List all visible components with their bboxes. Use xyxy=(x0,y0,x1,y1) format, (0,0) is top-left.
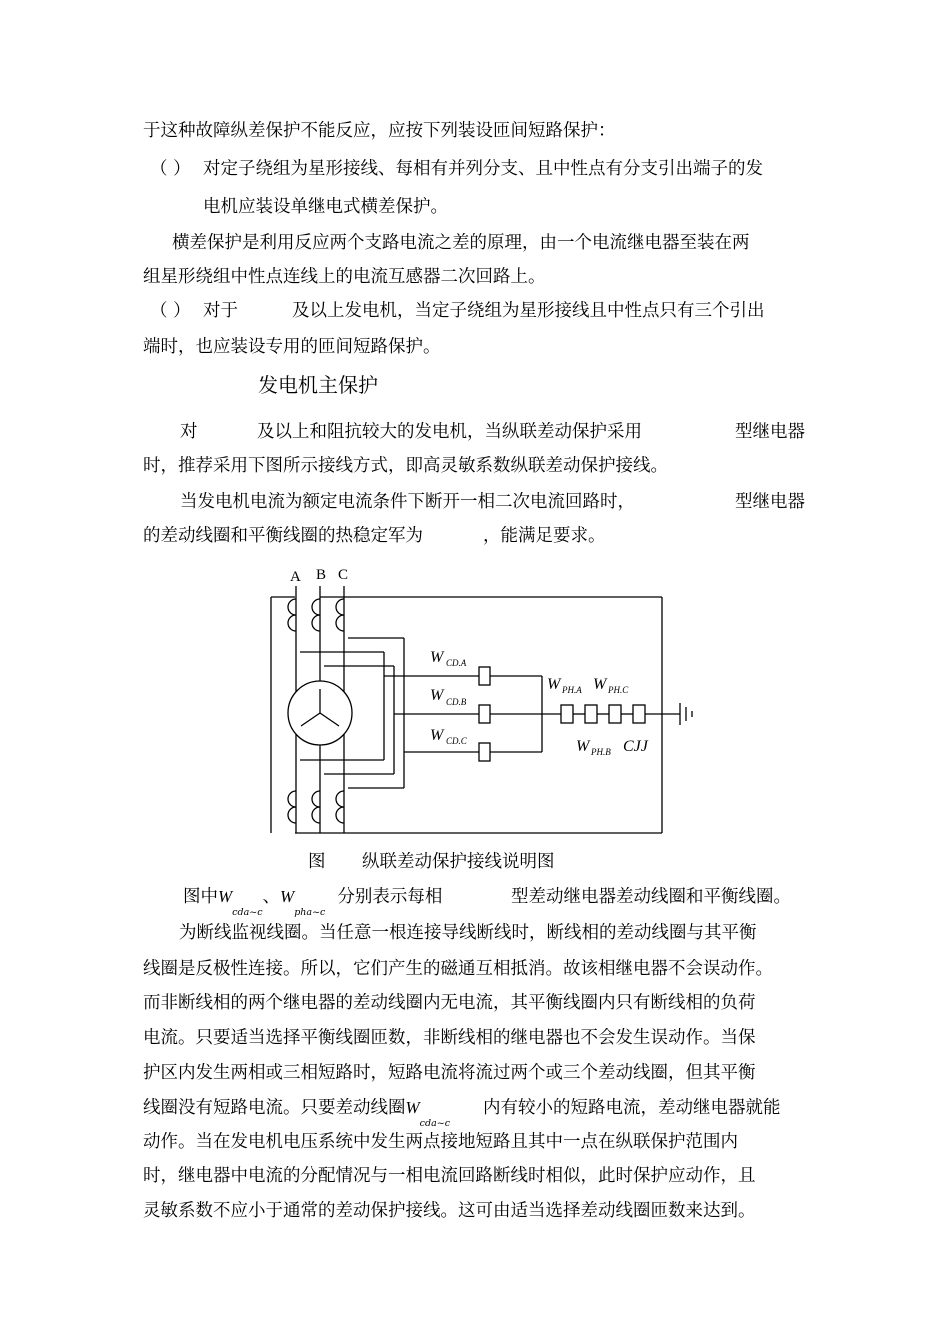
para8-line3: 灵敏系数不应小于通常的差动保护接线。这可由适当选择差动线圈匝数来达到。 xyxy=(143,1201,756,1221)
section-heading: 发电机主保护 xyxy=(258,373,378,397)
phb-sub: PH.B xyxy=(591,747,611,757)
w-phb-label: W xyxy=(576,738,590,755)
item1-mark: （ ） xyxy=(150,159,191,179)
diff-coil-a xyxy=(479,667,490,685)
para4-b: 型继电器 xyxy=(735,492,805,512)
para8-line2: 时，继电器中电流的分配情况与一相电流回路断线时相似，此时保护应动作，且 xyxy=(143,1166,756,1186)
para5-c: 型差动继电器差动线圈和平衡线圈。 xyxy=(511,887,791,907)
para3-a: 对 xyxy=(180,422,198,442)
w-pha-label: W xyxy=(547,676,561,693)
ground-icon xyxy=(680,703,692,725)
item1-line1: 对定子绕组为星形接线、每相有并列分支、且中性点有分支引出端子的发 xyxy=(203,159,763,179)
figure-caption: 纵联差动保护接线说明图 xyxy=(362,852,555,872)
item2-b: 及以上发电机，当定子绕组为星形接线且中性点只有三个引出 xyxy=(292,301,765,321)
para-intro: 于这种故障纵差保护不能反应，应按下列装设匝间短路保护： xyxy=(143,121,616,141)
para2-line1: 横差保护是利用反应两个支路电流之差的原理，由一个电流继电器至装在两 xyxy=(172,233,750,253)
para6-line3: 而非断线相的两个继电器的差动线圈内无电流，其平衡线圈内只有断线相的负荷 xyxy=(143,993,756,1013)
para6-line4: 电流。只要适当选择平衡线圈匝数，非断线相的继电器也不会发生误动作。当保 xyxy=(143,1028,756,1048)
phase-c-label: C xyxy=(338,567,349,583)
item2-line2: 端时，也应装设专用的匝间短路保护。 xyxy=(143,337,441,357)
para3-c: 型继电器 xyxy=(735,422,805,442)
diff-coil-b xyxy=(479,705,490,723)
para6-line5: 护区内发生两相或三相短路时，短路电流将流过两个或三个差动线圈，但其平衡 xyxy=(143,1063,756,1083)
para2-line2: 组星形绕组中性点连线上的电流互感器二次回路上。 xyxy=(143,267,546,287)
item1-line2: 电机应装设单继电式横差保护。 xyxy=(203,197,448,217)
w-cdc-label: W xyxy=(430,727,444,744)
figure-caption-prefix: 图 xyxy=(308,852,326,872)
cjj-coil xyxy=(633,705,645,723)
para7: 线圈没有短路电流。只要差动线圈$W_{cda\sim c}$ xyxy=(143,1098,451,1129)
balance-coil-c xyxy=(609,705,621,723)
balance-coil-b xyxy=(585,705,597,723)
item2-a: 对于 xyxy=(203,301,238,321)
w-phc-label: W xyxy=(593,676,607,693)
para7-b: 内有较小的短路电流，差动继电器就能 xyxy=(483,1098,781,1118)
w-cda-label: W xyxy=(430,649,444,666)
para4-line2b: ，能满足要求。 xyxy=(483,526,606,546)
para6-line2: 线圈是反极性连接。所以，它们产生的磁通互相抵消。故该相继电器不会误动作。 xyxy=(143,959,773,979)
phc-sub: PH.C xyxy=(608,685,629,695)
para5: 图中$W_{cda\sim c}$、$W_{pha\sim c}$分别表示每相 xyxy=(183,887,443,918)
para3-line2: 时，推荐采用下图所示接线方式，即高灵敏系数纵联差动保护接线。 xyxy=(143,456,668,476)
phase-b-label: B xyxy=(316,567,327,583)
cda-sub: CD.A xyxy=(446,658,467,668)
para4-a: 当发电机电流为额定电流条件下断开一相二次电流回路时， xyxy=(180,492,635,512)
balance-coil-a xyxy=(561,705,573,723)
phase-a-label: A xyxy=(290,569,301,585)
para3-b: 及以上和阻抗较大的发电机，当纵联差动保护采用 xyxy=(257,422,642,442)
pha-sub: PH.A xyxy=(562,685,582,695)
cjj-label: CJJ xyxy=(623,738,648,755)
diff-coil-c xyxy=(479,743,490,761)
w-cdb-label: W xyxy=(430,687,444,704)
para8-line1: 动作。当在发电机电压系统中发生两点接地短路且其中一点在纵联保护范围内 xyxy=(143,1132,738,1152)
cdb-sub: CD.B xyxy=(446,697,467,707)
cdc-sub: CD.C xyxy=(446,736,467,746)
item2-mark: （ ） xyxy=(150,301,191,321)
para6-line1: 为断线监视线圈。当任意一根连接导线断线时，断线相的差动线圈与其平衡 xyxy=(179,923,757,943)
para4-line2a: 的差动线圈和平衡线圈的热稳定军为 xyxy=(143,526,423,546)
